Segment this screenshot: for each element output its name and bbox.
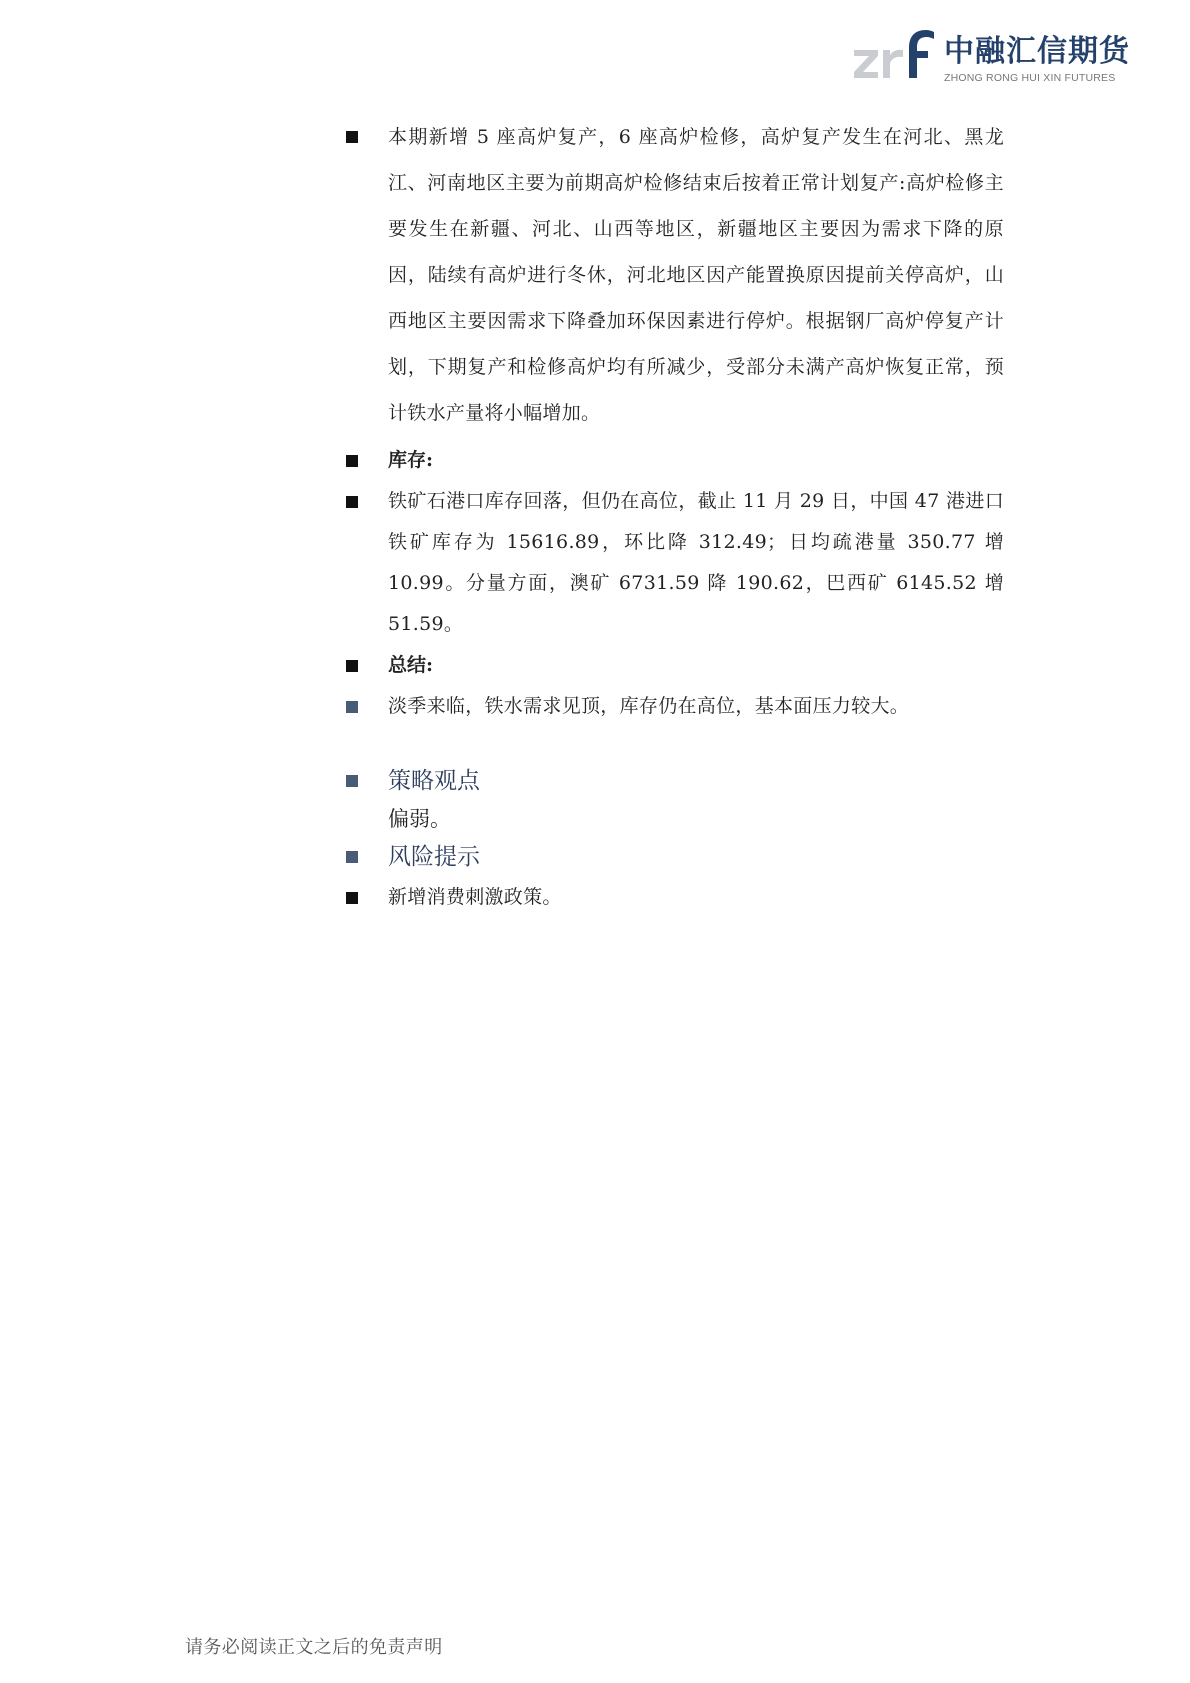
summary-paragraph: 淡季来临，铁水需求见顶，库存仍在高位，基本面压力较大。	[388, 695, 910, 717]
inventory-item	[344, 481, 1004, 645]
square-bullet-icon	[346, 892, 358, 904]
square-bullet-icon	[346, 496, 358, 508]
risk-item	[344, 877, 1004, 918]
square-bullet-icon	[346, 701, 358, 713]
square-bullet-icon	[346, 851, 358, 863]
summary-item	[344, 686, 1004, 727]
risk-paragraph: 新增消费刺激政策。	[388, 886, 562, 908]
inventory-label-item	[344, 440, 1004, 481]
furnace-item	[344, 114, 1004, 436]
square-bullet-icon	[346, 775, 358, 787]
inventory-paragraph: 铁矿石港口库存回落，但仍在高位，截止 11 月 29 日，中国 47 港进口铁矿库存为 15616.89，环比降 312.49；日均疏港量 350.77 增 10.99。分量方面，澳矿 6731.59 降 190.62，巴西矿 6145.52 增 51.59。	[388, 490, 1004, 635]
logo-chinese-name: 中融汇信期货	[944, 34, 1130, 69]
square-bullet-icon	[346, 455, 358, 467]
summary-label: 总结:	[388, 654, 434, 676]
footer-disclaimer: 请务必阅读正文之后的免责声明	[185, 1637, 443, 1658]
strategy-heading: 策略观点	[388, 768, 480, 794]
risk-heading-item	[344, 837, 1004, 877]
company-logo	[852, 26, 1130, 90]
logo-english-name: ZHONG RONG HUI XIN FUTURES	[944, 72, 1116, 84]
strategy-text: 偏弱。	[388, 807, 451, 831]
summary-label-item	[344, 645, 1004, 686]
risk-heading: 风险提示	[388, 844, 480, 870]
furnace-paragraph: 本期新增 5 座高炉复产，6 座高炉检修，高炉复产发生在河北、黑龙江、河南地区主要为前期高炉检修结束后按着正常计划复产:高炉检修主要发生在新疆、河北、山西等地区，新疆地区主要因为需求下降的原因，陆续有高炉进行冬休，河北地区因产能置换原因提前关停高炉，山西地区主要因需求下降叠加环保因素进行停炉。根据钢厂高炉停复产计划，下期复产和检修高炉均有所减少，受部分未满产高炉恢复正常，预计铁水产量将小幅增加。	[388, 126, 1004, 424]
strategy-heading-item	[344, 761, 1004, 801]
zrf-logo-mark	[852, 26, 934, 90]
square-bullet-icon	[346, 131, 358, 143]
inventory-label: 库存:	[388, 449, 434, 471]
report-content	[344, 114, 1004, 918]
square-bullet-icon	[346, 660, 358, 672]
